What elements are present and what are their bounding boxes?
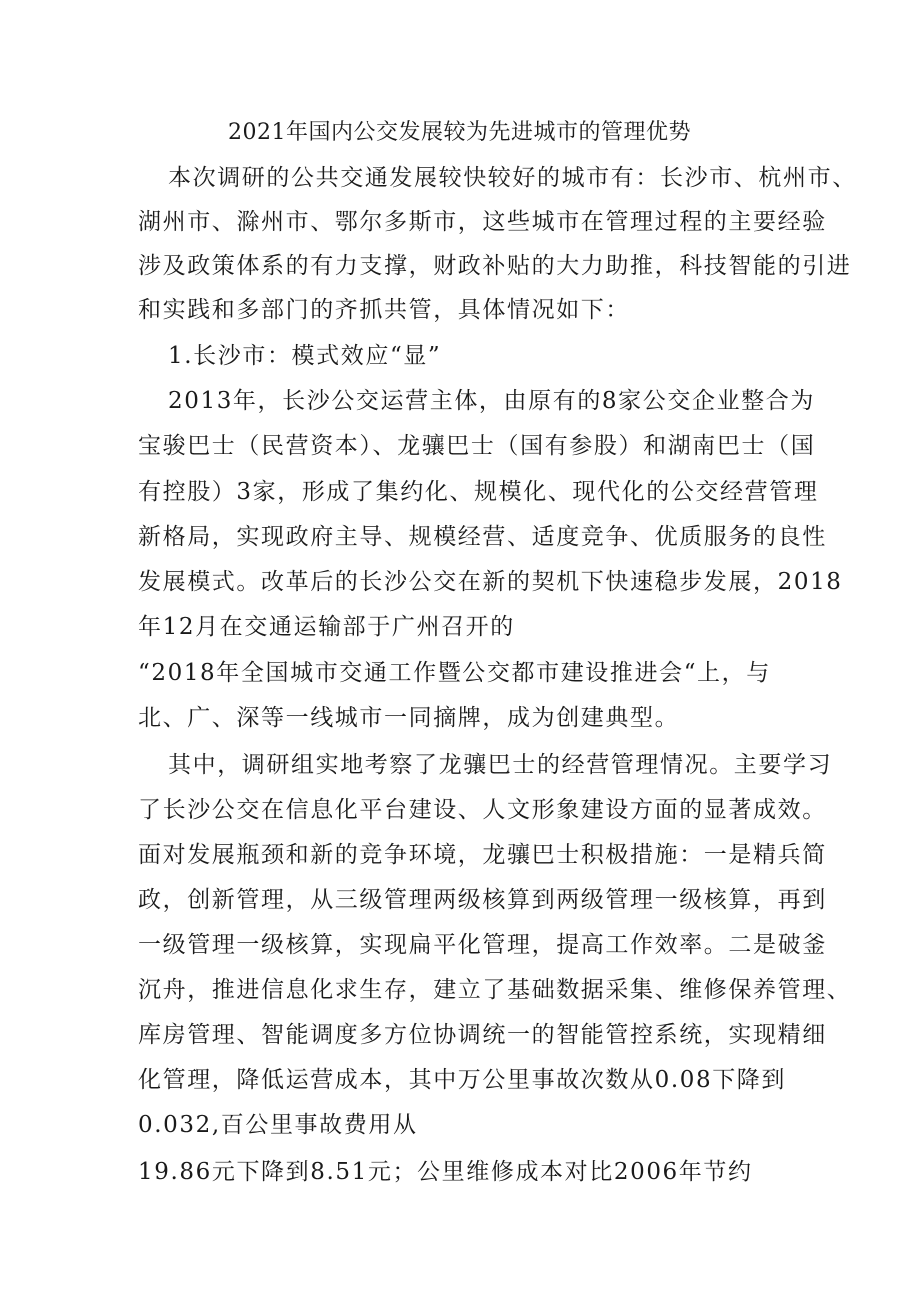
paragraph-line: 了长沙公交在信息化平台建设、人文形象建设方面的显著成效。 [138, 797, 827, 823]
paragraph-line: 宝骏巴士（民营资本）、龙骧巴士（国有参股）和湖南巴士（国 [138, 433, 816, 459]
paragraph-line: 其中，调研组实地考察了龙骧巴士的经营管理情况。主要学习 [168, 752, 833, 778]
paragraph-line: 0.032,百公里事故费用从 [138, 1112, 418, 1138]
paragraph-line: 19.86元下降到8.51元；公里维修成本对比2006年节约 [138, 1159, 753, 1185]
paragraph-line: 本次调研的公共交通发展较快较好的城市有：长沙市、杭州市、 [168, 165, 857, 191]
paragraph-line: 年12月在交通运输部于广州召开的 [138, 614, 515, 640]
paragraph-line: 面对发展瓶颈和新的竞争环境，龙骧巴士积极措施：一是精兵简 [138, 842, 827, 868]
paragraph-line: 北、广、深等一线城市一同摘牌，成为创建典型。 [138, 705, 680, 731]
paragraph-line: 化管理，降低运营成本，其中万公里事故次数从0.08下降到 [138, 1067, 787, 1093]
paragraph-line: 政，创新管理，从三级管理两级核算到两级管理一级核算，再到 [138, 887, 827, 913]
paragraph-line: 有控股）3家，形成了集约化、规模化、现代化的公交经营管理 [138, 479, 819, 505]
paragraph-line: 和实践和多部门的齐抓共管，具体情况如下： [138, 297, 630, 323]
paragraph-line: “2018年全国城市交通工作暨公交都市建设推进会“上，与 [138, 660, 771, 686]
paragraph-line: 2013年，长沙公交运营主体，由原有的8家公交企业整合为 [168, 388, 815, 414]
document-title: 2021年国内公交发展较为先进城市的管理优势 [228, 120, 691, 145]
paragraph-line: 一级管理一级核算，实现扁平化管理，提高工作效率。二是破釜 [138, 932, 827, 958]
paragraph-line: 涉及政策体系的有力支撑，财政补贴的大力助推，科技智能的引进 [138, 253, 852, 279]
section-heading: 1.长沙市：模式效应“显” [168, 343, 442, 369]
paragraph-line: 库房管理、智能调度多方位协调统一的智能管控系统，实现精细 [138, 1022, 827, 1048]
paragraph-line: 沉舟，推进信息化求生存，建立了基础数据采集、维修保养管理、 [138, 977, 852, 1003]
paragraph-line: 新格局，实现政府主导、规模经营、适度竞争、优质服务的良性 [138, 524, 827, 550]
paragraph-line: 发展模式。改革后的长沙公交在新的契机下快速稳步发展，2018 [138, 569, 843, 595]
paragraph-line: 湖州市、滁州市、鄂尔多斯市，这些城市在管理过程的主要经验 [138, 209, 827, 235]
